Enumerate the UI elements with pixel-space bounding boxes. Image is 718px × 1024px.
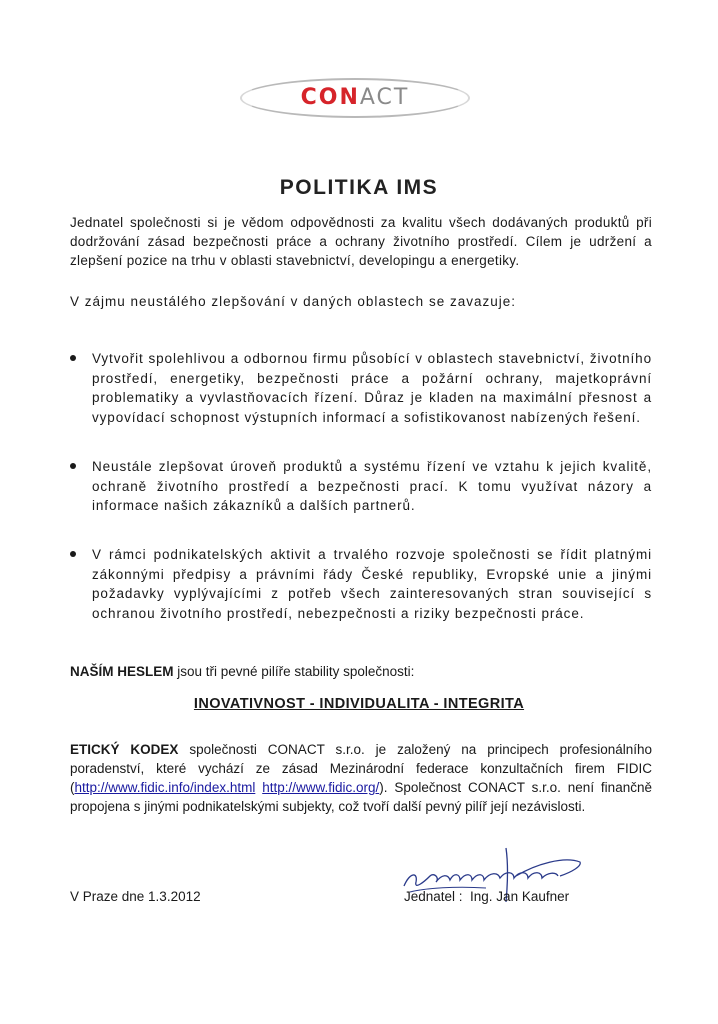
motto-intro-rest: jsou tři pevné pilíře stability společnosti: <box>173 664 415 679</box>
motto-intro-bold: NAŠÍM HESLEM <box>70 664 174 679</box>
logo-wordmark <box>240 85 470 111</box>
motto-intro <box>70 662 652 681</box>
document-title: POLITIKA IMS <box>279 176 439 199</box>
ethics-text-2: ). Společnost CONACT s.r.o. není finančně propojena s jinými podnikatelskými subjekty, což tvoří další pevný pilíř její nezávislosti. <box>70 780 652 814</box>
ethics-text-1: společnosti CONACT s.r.o. je založený na principech profesionálního poradenství, které vychází ze zásad Mezinárodní federace konzultačních firem FIDIC ( <box>70 742 652 795</box>
signer-line: Jednatel : Ing. Jan Kaufner <box>404 889 570 904</box>
place-date: V Praze dne 1.3.2012 <box>70 889 201 904</box>
logo-text-red: CON <box>300 85 360 110</box>
intro-paragraph: Jednatel společnosti si je vědom odpovědnosti za kvalitu všech dodávaných produktů při dodržování zásad bezpečnosti práce a ochrany životního prostředí. Cílem je udržení a zlepšení pozice na trhu v oblasti stavebnictví, developingu a energetiky. <box>70 215 652 268</box>
motto-heading: INOVATIVNOST - INDIVIDUALITA - INTEGRITA <box>193 696 525 712</box>
conact-logo <box>240 72 470 122</box>
ethics-paragraph <box>70 740 652 816</box>
signature-stroke-main <box>404 873 558 886</box>
bullet-text: V rámci podnikatelských aktivit a trvalého rozvoje společnosti se řídit platnými zákonnými předpisy a právními řády České republiky, Evropské unie a jinými požadavky vyplývajícími z potřeb všech zainteresovaných stran související s ochranou životního prostředí, nebezpečnosti a riziky bezpečnosti práce. <box>92 547 652 621</box>
commitment-line: V zájmu neustálého zlepšování v daných oblastech se zavazuje: <box>70 294 516 309</box>
fidic-link-1[interactable]: http://www.fidic.info/index.html <box>74 780 256 795</box>
ethics-bold: ETICKÝ KODEX <box>70 742 179 757</box>
bullet-icon <box>70 551 76 557</box>
logo-text-grey: ACT <box>359 85 410 110</box>
bullet-text: Neustále zlepšovat úroveň produktů a systému řízení ve vztahu k jejich kvalitě, ochraně životního prostředí a bezpečnosti prací. K tomu využívat názory a informace našich zákazníků a dalších partnerů. <box>92 459 652 513</box>
bullet-icon <box>70 355 76 361</box>
fidic-link-2[interactable]: http://www.fidic.org/ <box>262 780 380 795</box>
bullet-icon <box>70 463 76 469</box>
bullet-text: Vytvořit spolehlivou a odbornou firmu působící v oblastech stavebnictví, životního prostředí, energetiky, bezpečnosti práce a požární ochrany, majetkoprávní problematiky a vyvlastňovacích řízení. Důraz je kladen na maximální přesnost a vypovídací schopnost výstupních informací a sofistikovanost nabízených řešení. <box>92 351 652 425</box>
